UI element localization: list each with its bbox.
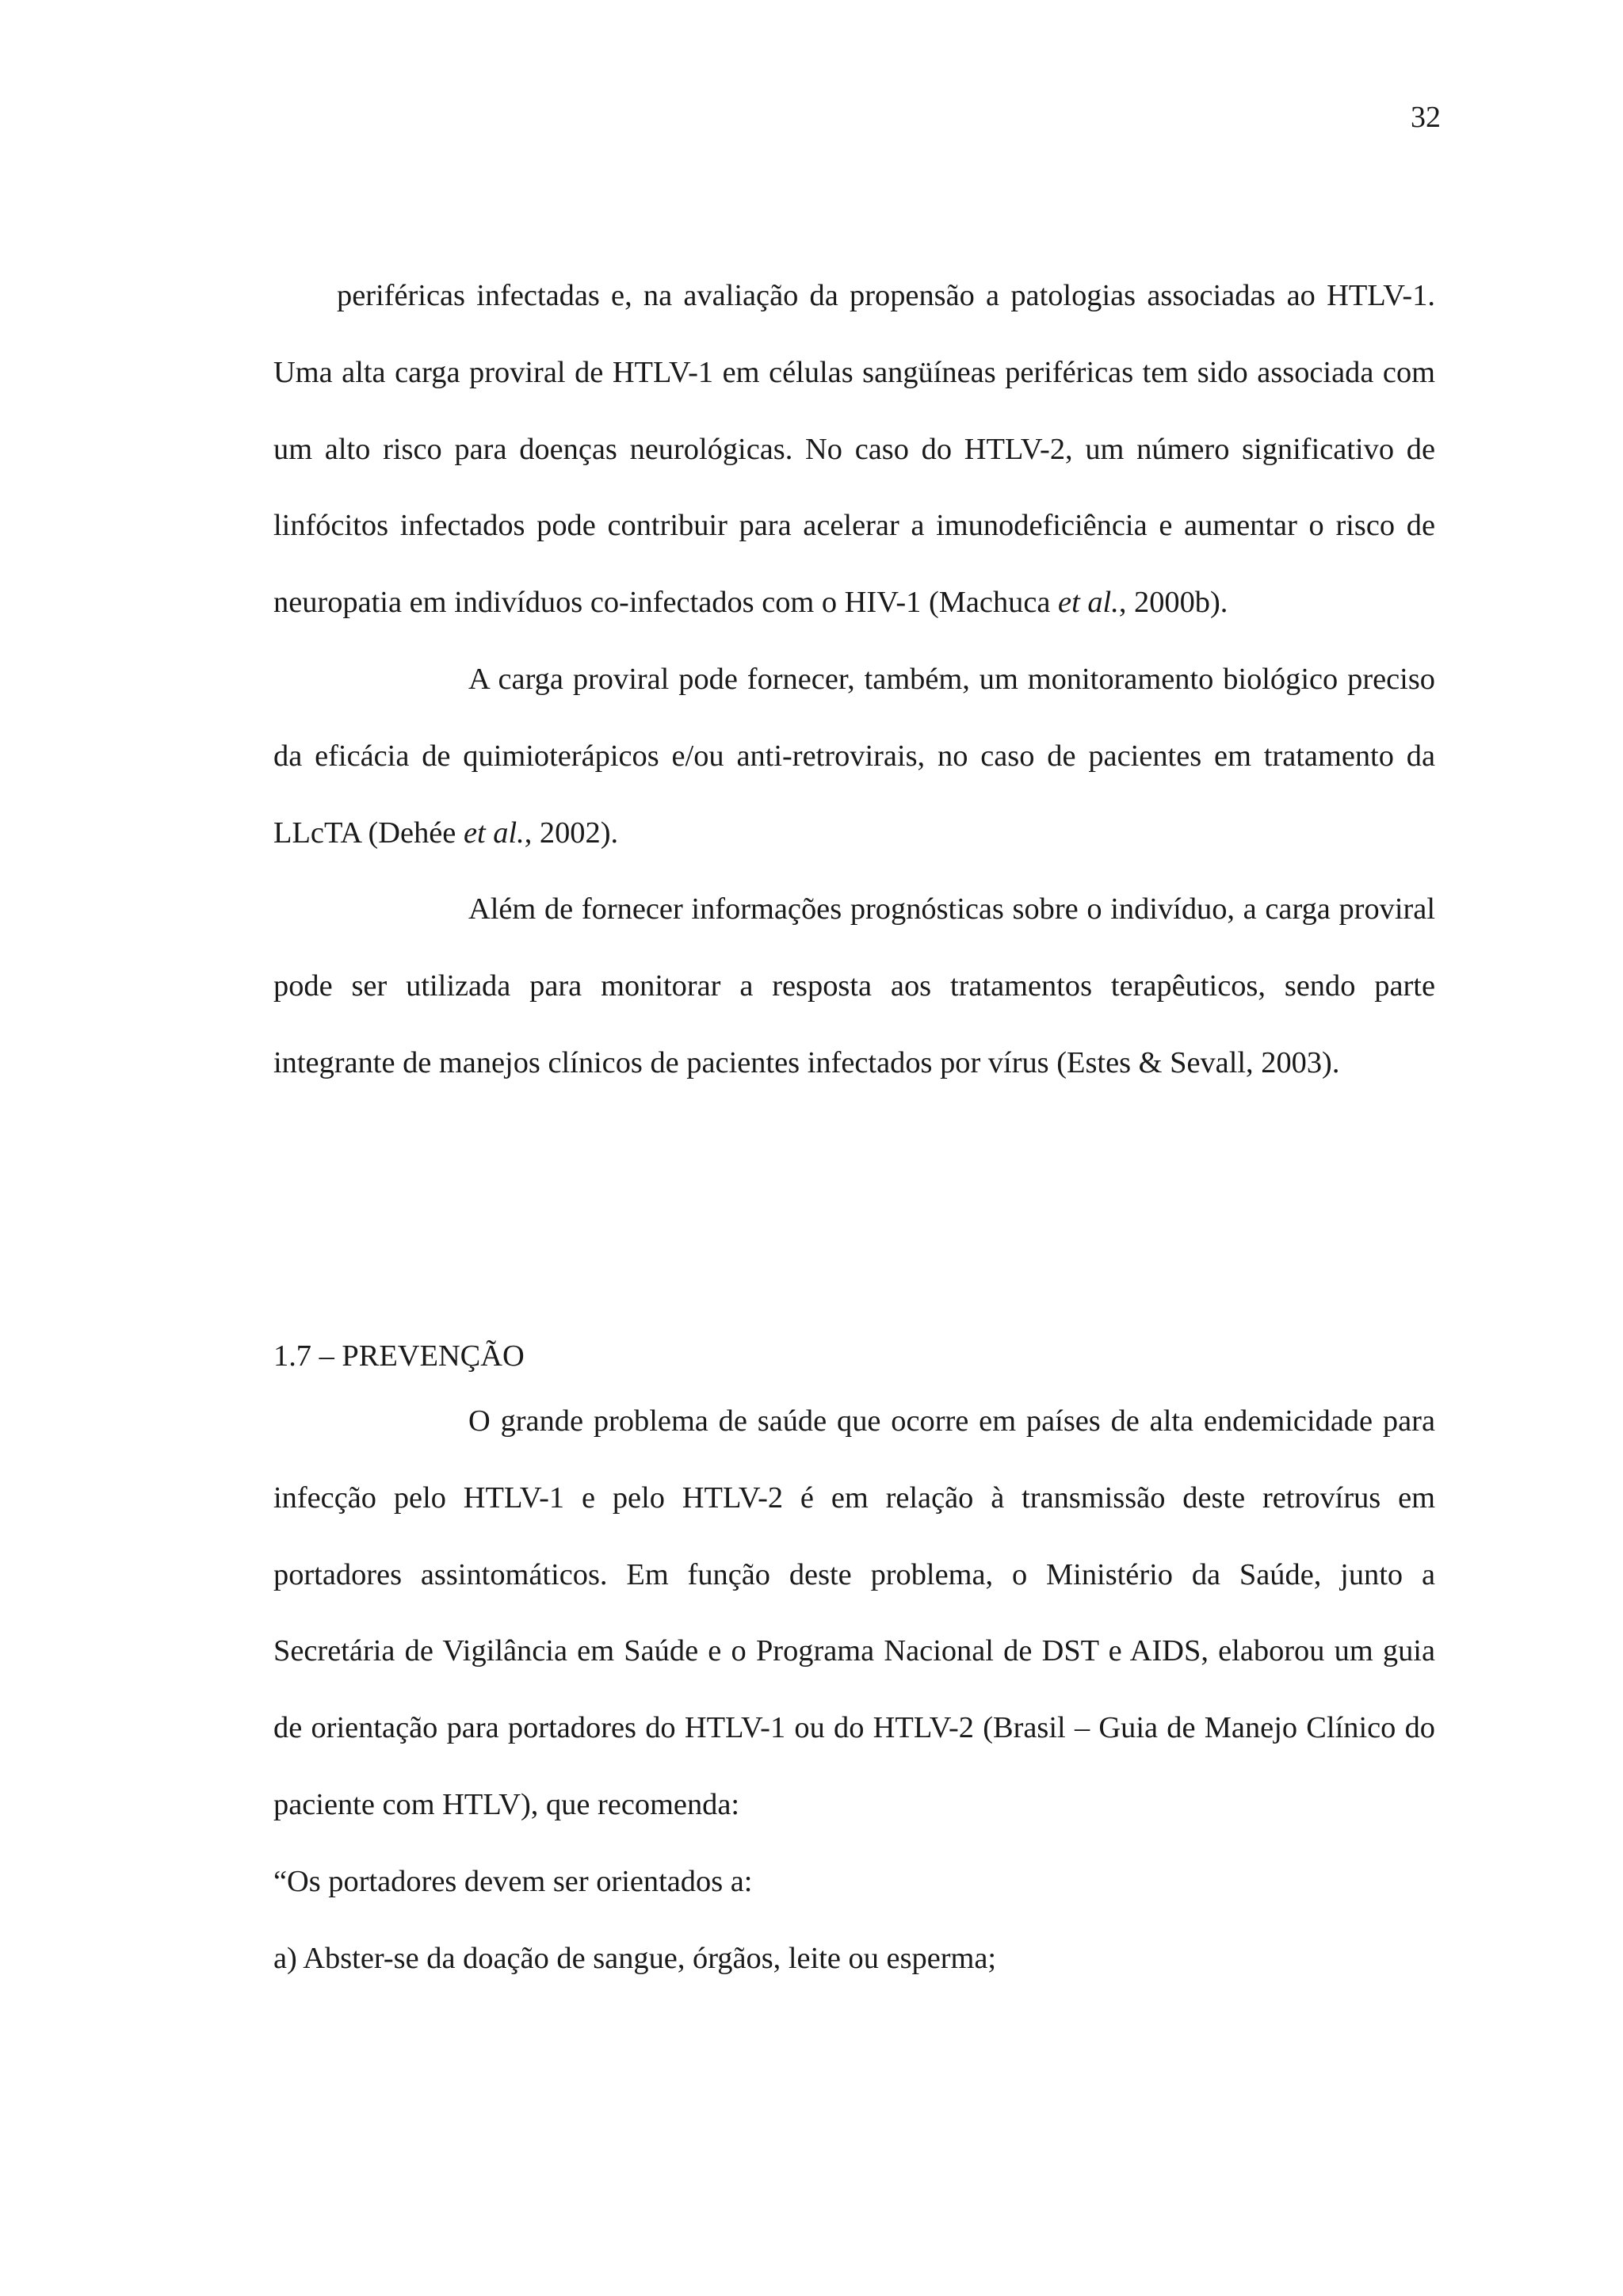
page-number: 32 bbox=[1411, 101, 1441, 134]
citation-etal: et al. bbox=[1058, 586, 1119, 620]
paragraph-text: , 2002). bbox=[524, 816, 619, 850]
paragraph-biological-monitoring bbox=[273, 641, 1435, 871]
paragraph-prognostic-info bbox=[273, 871, 1435, 1101]
citation-etal: et al. bbox=[463, 816, 525, 850]
paragraph-text: A carga proviral pode fornecer, também, um monitoramento biológico preciso da eficácia de quimioterápicos e/ou anti-retrovirais, no caso de pacientes em tratamento da LLcTA (Dehée bbox=[273, 662, 1435, 850]
body-text-prevention bbox=[273, 1383, 1435, 1996]
paragraph-proviral-load-htlv bbox=[273, 258, 1435, 641]
body-text-top bbox=[273, 258, 1435, 1102]
paragraph-text: Além de fornecer informações prognósticas sobre o indivíduo, a carga proviral pode ser utilizada para monitorar a resposta aos tratamentos terapêuticos, sendo parte integrante de manejos clínicos de pacientes infectados por vírus (Estes & Sevall, 2003). bbox=[273, 892, 1435, 1079]
paragraph-text: periféricas infectadas e, na avaliação da propensão a patologias associadas ao HTLV-1. Uma alta carga proviral de HTLV-1 em células sangüíneas periféricas tem sido associada com um alto risco para doenças neurológicas. No caso do HTLV-2, um número significativo de linfócitos infectados pode contribuir para acelerar a imunodeficiência e aumentar o risco de neuropatia em indivíduos co-infectados com o HIV-1 (Machuca bbox=[273, 279, 1435, 620]
paragraph-quote-intro: “Os portadores devem ser orientados a: bbox=[273, 1864, 753, 1898]
paragraph-text: , 2000b). bbox=[1118, 586, 1228, 620]
paragraph-list-item-a: a) Abster-se da doação de sangue, órgãos, leite ou esperma; bbox=[273, 1941, 997, 1975]
section-heading: 1.7 – PREVENÇÃO bbox=[273, 1339, 525, 1373]
paragraph-prevention: O grande problema de saúde que ocorre em países de alta endemicidade para infecção pelo HTLV-1 e pelo HTLV-2 é em relação à transmissão deste retrovírus em portadores assintomáticos. Em função deste problema, o Ministério da Saúde, junto a Secretária de Vigilância em Saúde e o Programa Nacional de DST e AIDS, elaborou um guia de orientação para portadores do HTLV-1 ou do HTLV-2 (Brasil – Guia de Manejo Clínico do paciente com HTLV), que recomenda: bbox=[273, 1404, 1435, 1821]
